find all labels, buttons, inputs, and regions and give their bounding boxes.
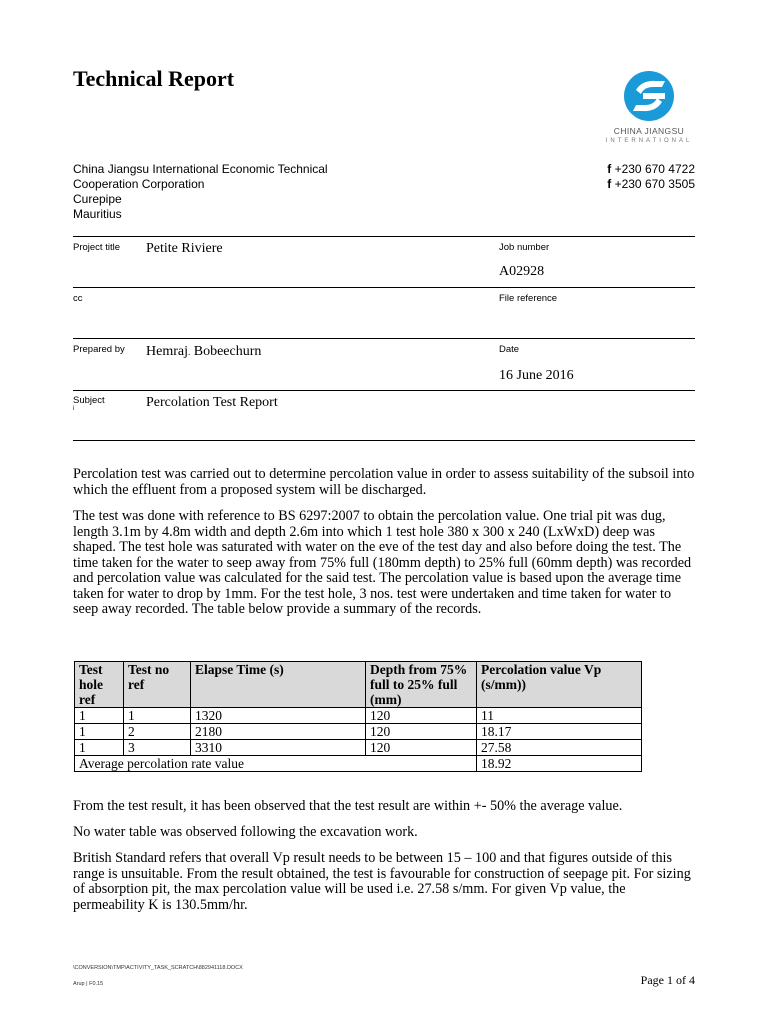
table-cell: 120 [366, 708, 477, 724]
prepared-by-label: Prepared by [73, 344, 125, 355]
footer-file-path: \CONVERSION\TMP\ACTIVITY_TASK_SCRATCH\882941118.DOCX [73, 965, 243, 971]
table-cell: 3 [124, 740, 191, 756]
table-cell: 120 [366, 724, 477, 740]
table-cell: 1320 [191, 708, 366, 724]
method-paragraph [73, 509, 698, 618]
table-cell: 11 [477, 708, 642, 724]
paragraph-text: The test was done with reference to BS 6297:2007 to obtain the percolation value. One trial pit was dug, length 3.1m by 4.8m width and depth 2.6m into which 1 test hole 380 x 300 x 240 (LxWxD) deep was shaped. The test hole was saturated with water on the eve of the test day and also before doing the test. The time taken for the water to seep away from 75% full (180mm depth) to 25% full (60mm depth) was recorded and percolation value was calculated for the said test. The percolation value is based upon the average time taken for water to drop by 1mm. For the test hole, 3 nos. test were undertaken and time taken for water to seep away recorded. The table below provide a summary of the records. [73, 508, 692, 617]
header-elapse-time: Elapse Time (s) [191, 662, 366, 708]
project-title-label: Project title [73, 242, 120, 253]
divider [73, 390, 695, 391]
table-cell: 2180 [191, 724, 366, 740]
table-cell: 120 [366, 740, 477, 756]
subject-value: Percolation Test Report [146, 395, 278, 410]
table-header-row [75, 662, 642, 708]
contact-block [607, 162, 695, 192]
table-cell: 1 [75, 708, 124, 724]
table-cell: 3310 [191, 740, 366, 756]
date-label: Date [499, 344, 520, 355]
header-percolation-value: Percolation value Vp (s/mm)) [477, 662, 642, 708]
paragraph-text: From the test result, it has been observed that the test result are within +- 50% the average value. [73, 798, 623, 814]
divider [73, 287, 695, 288]
header-test-hole-ref: Test hole ref [75, 662, 124, 708]
paragraph-text: Percolation test was carried out to determine percolation value in order to assess suitability of the subsoil into which the effluent from a proposed system will be discharged. [73, 466, 695, 498]
divider [73, 440, 695, 441]
header-test-no-ref: Test no ref [124, 662, 191, 708]
fax-label: f [607, 177, 612, 191]
percolation-table [74, 661, 642, 772]
water-table-paragraph [73, 825, 698, 841]
address-line: China Jiangsu International Economic Technical [73, 162, 328, 176]
observation-paragraph [73, 799, 698, 815]
project-title-value: Petite Riviere [146, 241, 223, 256]
address-line: Cooperation Corporation [73, 177, 205, 191]
average-value: 18.92 [477, 756, 642, 772]
logo-name: CHINA JIANGSU [613, 126, 685, 136]
intro-paragraph [73, 467, 698, 498]
china-jiangsu-logo-icon [622, 70, 676, 122]
job-number-label: Job number [499, 242, 550, 253]
logo-subtitle: INTERNATIONAL [605, 138, 693, 144]
company-logo [603, 70, 695, 144]
fax-line-2 [607, 177, 695, 192]
page-number: Page 1 of 4 [640, 973, 695, 987]
fax-line-1 [607, 162, 695, 177]
conclusion-paragraph [73, 851, 698, 913]
address-block [73, 162, 328, 222]
table-average-row [75, 756, 642, 772]
prepared-by-dot: . [187, 347, 191, 357]
table-cell: 18.17 [477, 724, 642, 740]
divider [73, 236, 695, 237]
address-line: Curepipe [73, 192, 122, 206]
job-number-value: A02928 [499, 264, 545, 279]
cc-label: cc [73, 293, 83, 304]
date-value: 16 June 2016 [499, 368, 574, 383]
table-cell: 1 [124, 708, 191, 724]
address-line: Mauritius [73, 207, 122, 221]
fax-number: +230 670 3505 [614, 177, 695, 191]
prepared-by-last-name: Bobeechurn [190, 344, 262, 359]
table-cell: 27.58 [477, 740, 642, 756]
table-cell: 1 [75, 740, 124, 756]
file-reference-label: File reference [499, 293, 558, 304]
document-title: Technical Report [73, 66, 235, 91]
average-label: Average percolation rate value [75, 756, 477, 772]
table-row [75, 708, 642, 724]
table-row [75, 740, 642, 756]
prepared-by-value [146, 344, 261, 360]
fax-label: f [607, 162, 612, 176]
table-cell: 2 [124, 724, 191, 740]
subject-label: Subject [73, 395, 105, 406]
table-row [75, 724, 642, 740]
paragraph-text: No water table was observed following the excavation work. [73, 824, 418, 840]
fax-number: +230 670 4722 [614, 162, 695, 176]
table-cell: 1 [75, 724, 124, 740]
prepared-by-first-name: Hemraj [146, 344, 188, 359]
paragraph-text: British Standard refers that overall Vp result needs to be between 15 – 100 and that figures outside of this range is unsuitable. From the result obtained, the test is favourable for construction of seepage pit. For sizing of absorption pit, the max percolation value will be used i.e. 27.58 s/mm. For given Vp value, the permeability K is 130.5mm/hr. [73, 850, 691, 913]
divider [73, 338, 695, 339]
subject-sub-label: i [73, 406, 75, 412]
footer-form-code: Arup | F0.15 [73, 981, 104, 987]
header-depth: Depth from 75% full to 25% full (mm) [366, 662, 477, 708]
